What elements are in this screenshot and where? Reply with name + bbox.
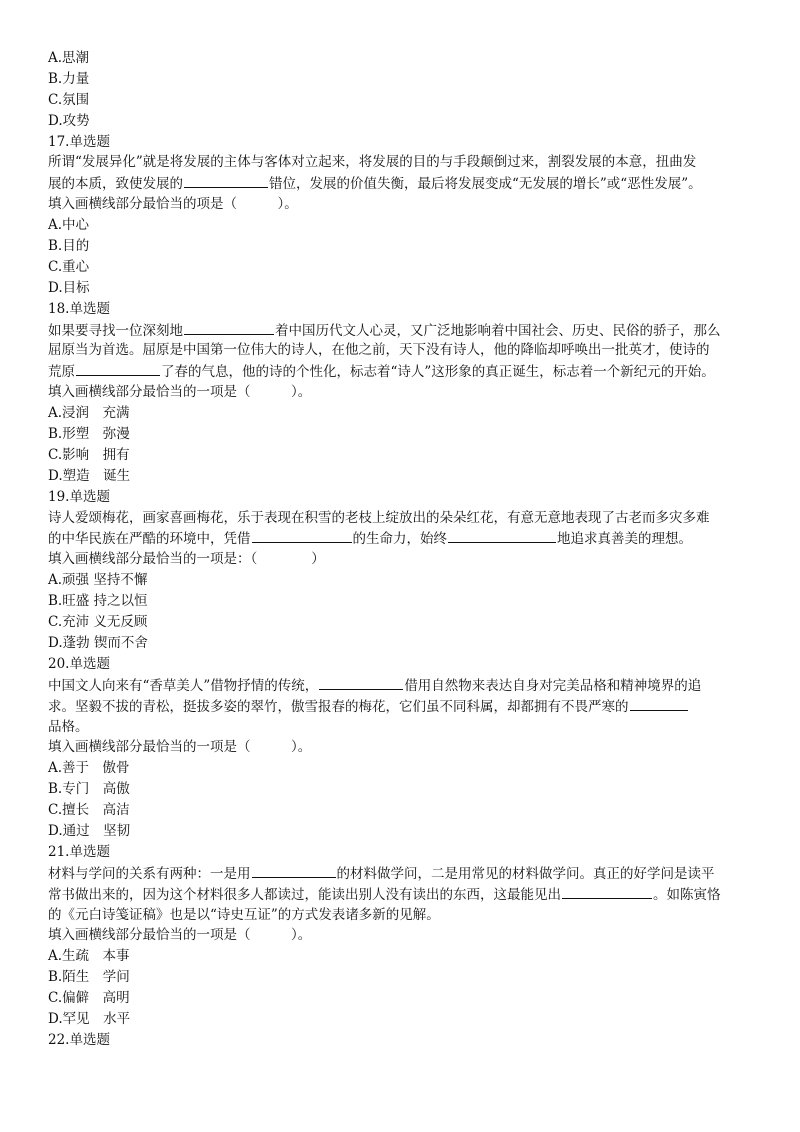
question-text <box>48 361 764 382</box>
option-b[interactable]: B.目的 <box>48 238 90 255</box>
text-segment: 着中国历代文人心灵，又广泛地影响着中国社会、历史、民俗的骄子，那么 <box>275 322 721 339</box>
question-header: 19.单选题 <box>48 488 110 505</box>
question-header: 21.单选题 <box>48 843 110 860</box>
question-text: 屈原当为首选。屈原是中国第一位伟大的诗人，在他之前，天下没有诗人，他的降临却呼唤出一批英才，使诗的 <box>48 342 710 359</box>
text-segment: 展的本质，致使发展的 <box>48 176 183 193</box>
fill-blank <box>184 173 268 188</box>
option-b[interactable]: B.陌生 学问 <box>48 969 130 986</box>
text-segment: 的材料做学问，二是用常见的材料做学问。真正的好学问是读平 <box>336 865 715 882</box>
option-d[interactable]: D.塑造 诞生 <box>48 467 131 484</box>
fill-blank <box>630 696 688 711</box>
text-segment: 的生命力，始终 <box>352 531 447 548</box>
option-a[interactable]: A.浸润 充满 <box>48 405 130 422</box>
question-prompt: 填入画横线部分最恰当的一项是：（ ） <box>48 551 325 568</box>
document-page <box>48 48 764 1051</box>
option-a[interactable]: A.中心 <box>48 217 90 234</box>
question-text <box>48 863 764 884</box>
option-a[interactable]: A.生疏 本事 <box>48 948 130 965</box>
text-segment: 常书做出来的，因为这个材料很多人都读过，能读出别人没有读出的东西，这最能见出 <box>48 886 561 903</box>
option-b[interactable]: B.旺盛 持之以恒 <box>48 593 148 610</box>
option-a[interactable]: A.善于 傲骨 <box>48 760 130 777</box>
text-segment: 材料与学问的关系有两种：一是用 <box>48 865 251 882</box>
fill-blank <box>76 361 160 376</box>
option-d[interactable]: D.蓬勃 锲而不舍 <box>48 634 148 651</box>
option-b[interactable]: B.力量 <box>48 70 90 87</box>
text-segment: 了春的气息，他的诗的个性化，标志着“诗人”这形象的真正诞生，标志着一个新纪元的开始。 <box>161 364 715 381</box>
question-text <box>48 884 764 905</box>
text-segment: 如果要寻找一位深刻地 <box>48 322 183 339</box>
text-segment: 。如陈寅恪 <box>653 886 721 903</box>
fill-blank <box>448 528 556 543</box>
text-segment: 地追求真善美的理想。 <box>557 531 692 548</box>
text-segment: 中国文人向来有“香草美人”借物抒情的传统， <box>48 677 319 694</box>
question-prompt: 填入画横线部分最恰当的一项是（ ）。 <box>48 739 312 756</box>
question-text <box>48 675 764 696</box>
option-c[interactable]: C.充沛 义无反顾 <box>48 614 148 631</box>
question-text: 诗人爱颂梅花，画家喜画梅花，乐于表现在积雪的老枝上绽放出的朵朵红花，有意无意地表现了古老而多灾多难 <box>48 509 710 526</box>
text-segment: 错位，发展的价值失衡，最后将发展变成“无发展的增长”或“恶性发展”。 <box>269 176 702 193</box>
question-text: 所谓“发展异化”就是将发展的主体与客体对立起来，将发展的目的与手段颠倒过来，割裂发展的本意，扭曲发 <box>48 154 697 171</box>
question-text: 品格。 <box>48 718 89 735</box>
text-segment: 的中华民族在严酷的环境中，凭借 <box>48 531 251 548</box>
question-prompt: 填入画横线部分最恰当的一项是（ ）。 <box>48 384 312 401</box>
option-d[interactable]: D.攻势 <box>48 112 90 129</box>
question-header: 17.单选题 <box>48 133 110 150</box>
option-c[interactable]: C.重心 <box>48 258 90 275</box>
option-a[interactable]: A.思潮 <box>48 50 90 66</box>
fill-blank <box>252 528 352 543</box>
text-segment: 借用自然物来表达自身对完美品格和精神境界的追 <box>404 677 702 694</box>
fill-blank <box>252 863 336 878</box>
question-text <box>48 320 764 341</box>
question-prompt: 填入画横线部分最恰当的一项是（ ）。 <box>48 927 312 944</box>
option-b[interactable]: B.形塑 弥漫 <box>48 426 130 443</box>
text-segment: 求。坚毅不拔的青松，挺拔多姿的翠竹，傲雪报春的梅花，它们虽不同科属，却都拥有不畏严寒的 <box>48 698 629 715</box>
question-text <box>48 528 764 549</box>
text-segment: 荒原 <box>48 364 75 381</box>
question-header: 20.单选题 <box>48 655 110 672</box>
option-d[interactable]: D.目标 <box>48 279 90 296</box>
option-c[interactable]: C.氛围 <box>48 91 90 108</box>
question-text: 的《元白诗笺证稿》也是以“诗史互证”的方式发表诸多新的见解。 <box>48 906 440 923</box>
question-header: 18.单选题 <box>48 300 110 317</box>
fill-blank <box>184 320 274 335</box>
question-header: 22.单选题 <box>48 1031 110 1048</box>
option-c[interactable]: C.偏僻 高明 <box>48 990 130 1007</box>
option-c[interactable]: C.影响 拥有 <box>48 446 130 463</box>
question-text <box>48 696 764 717</box>
option-b[interactable]: B.专门 高傲 <box>48 781 130 798</box>
option-d[interactable]: D.罕见 水平 <box>48 1010 131 1027</box>
fill-blank <box>562 884 652 899</box>
option-a[interactable]: A.顽强 坚持不懈 <box>48 572 148 589</box>
fill-blank <box>319 675 403 690</box>
option-c[interactable]: C.擅长 高洁 <box>48 802 130 819</box>
option-d[interactable]: D.通过 坚韧 <box>48 822 131 839</box>
question-text <box>48 173 764 194</box>
question-prompt: 填入画横线部分最恰当的项是（ ）。 <box>48 196 298 213</box>
